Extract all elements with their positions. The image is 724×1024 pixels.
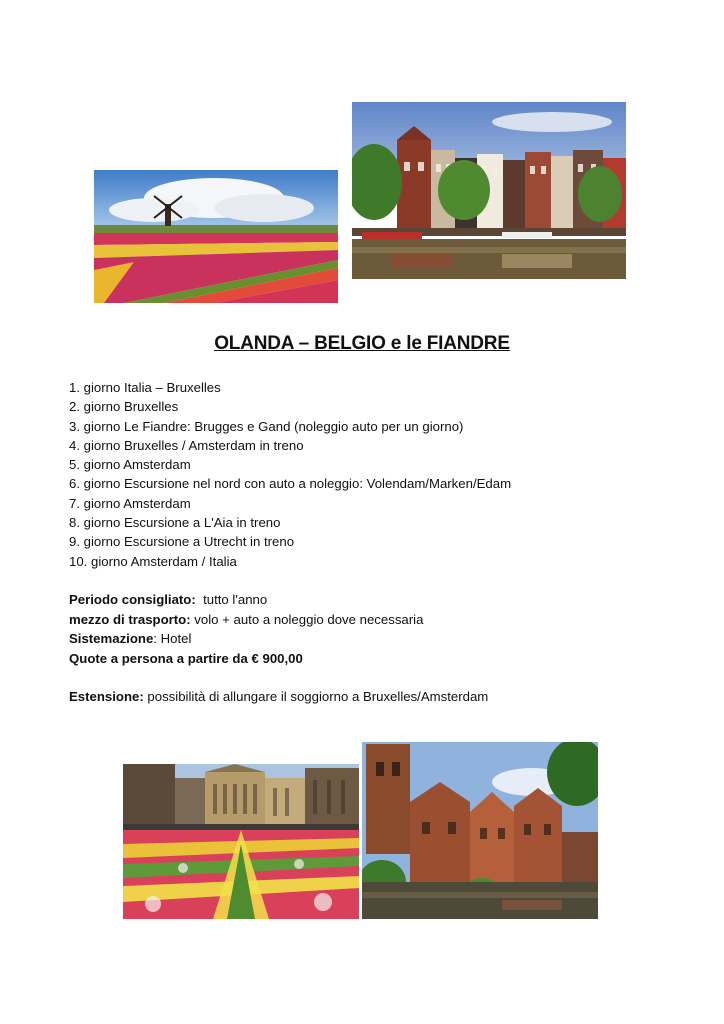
transport-label: mezzo di trasporto: xyxy=(69,611,191,627)
flower-carpet-photo xyxy=(123,764,359,919)
transport-line xyxy=(69,610,423,630)
itinerary-day-2: 2. giorno Bruxelles xyxy=(69,399,179,415)
period-value: tutto l'anno xyxy=(195,592,268,607)
tulip-field-photo xyxy=(94,170,338,303)
itinerary-day-3: 3. giorno Le Fiandre: Brugges e Gand (noleggio auto per un giorno) xyxy=(69,418,464,434)
accommodation-line xyxy=(69,629,423,649)
itinerary-day-5: 5. giorno Amsterdam xyxy=(69,457,191,473)
itinerary-day-8: 8. giorno Escursione a L'Aia in treno xyxy=(69,515,281,531)
itinerary-day-9: 9. giorno Escursione a Utrecht in treno xyxy=(69,534,295,550)
price-label: Quote a persona a partire da € 900,00 xyxy=(69,650,303,666)
accommodation-label: Sistemazione xyxy=(69,631,154,646)
extension-line xyxy=(69,687,488,707)
extension-label: Estensione: xyxy=(69,689,144,704)
period-line xyxy=(69,590,423,610)
itinerary-list xyxy=(69,378,511,571)
period-label: Periodo consigliato: xyxy=(69,592,196,607)
itinerary-day-4: 4. giorno Bruxelles / Amsterdam in treno xyxy=(69,437,304,453)
itinerary-day-6: 6. giorno Escursione nel nord con auto a noleggio: Volendam/Marken/Edam xyxy=(69,476,512,492)
transport-value: volo + auto a noleggio dove necessaria xyxy=(190,611,424,627)
extension-value: possibilità di allungare il soggiorno a Bruxelles/Amsterdam xyxy=(143,689,489,704)
bruges-canal-photo xyxy=(362,742,598,919)
itinerary-day-1: 1. giorno Italia – Bruxelles xyxy=(69,380,221,395)
itinerary-day-7: 7. giorno Amsterdam xyxy=(69,495,191,511)
trip-info xyxy=(69,590,423,668)
accommodation-value: : Hotel xyxy=(153,631,192,646)
itinerary-day-10: 10. giorno Amsterdam / Italia xyxy=(69,553,237,569)
page-title: OLANDA – BELGIO e le FIANDRE xyxy=(214,333,510,354)
price-line xyxy=(69,649,423,669)
amsterdam-canal-photo xyxy=(352,102,626,279)
